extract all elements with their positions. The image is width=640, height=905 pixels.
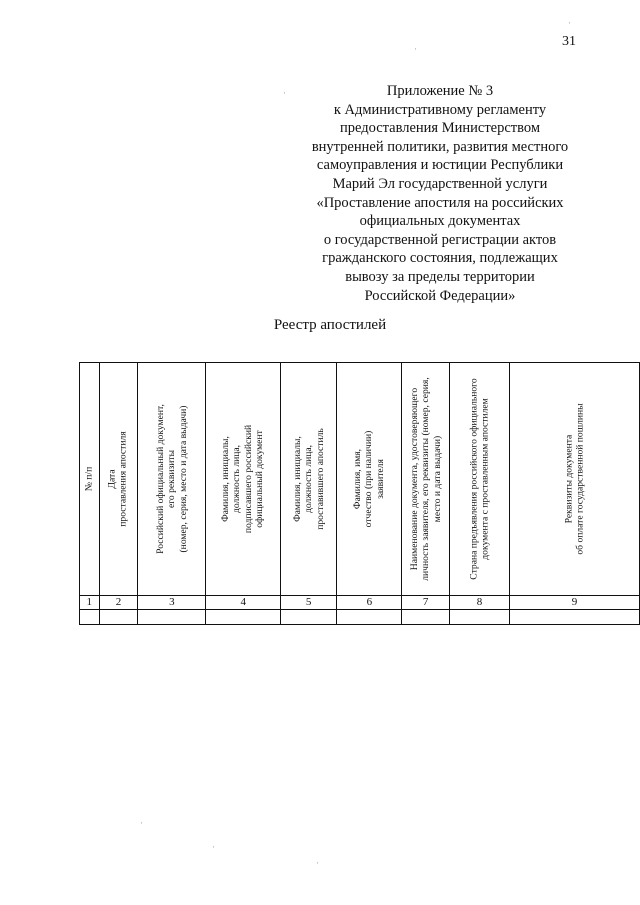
empty-cell <box>449 610 509 625</box>
header-line: подписавшего российский <box>243 424 255 534</box>
header-line: Наименование документа, удостоверяющего <box>408 387 420 571</box>
header-line: его реквизиты <box>166 449 178 509</box>
column-number: 3 <box>138 596 206 610</box>
header-line: Страна предъявления российского официального <box>468 378 480 580</box>
empty-cell <box>281 610 337 625</box>
header-cell-official <box>281 363 337 596</box>
empty-cell <box>206 610 281 625</box>
column-number: 6 <box>337 596 402 610</box>
column-number: 8 <box>449 596 509 610</box>
apostille-registry-table <box>79 362 640 625</box>
header-line: заявителя <box>375 459 387 499</box>
column-number: 7 <box>402 596 450 610</box>
header-cell-applicant <box>337 363 402 596</box>
header-line: Фамилия, инициалы, <box>291 436 303 522</box>
header-cell-date <box>99 363 138 596</box>
empty-cell <box>99 610 138 625</box>
page-number: 31 <box>562 34 576 49</box>
scan-speck: · <box>283 88 286 98</box>
header-cell-signer <box>206 363 281 596</box>
empty-cell <box>402 610 450 625</box>
header-line: Фамилия, инициалы, <box>220 436 232 522</box>
header-line: об оплате государственной пошлины <box>574 403 586 555</box>
appendix-line: «Проставление апостиля на российских <box>316 194 564 211</box>
column-number: 5 <box>281 596 337 610</box>
header-cell-identity-document <box>402 363 450 596</box>
appendix-line: Приложение № 3 <box>386 83 494 99</box>
header-line: должность лица, <box>231 444 243 514</box>
column-number: 4 <box>206 596 281 610</box>
table-header-row <box>80 363 640 596</box>
empty-cell <box>337 610 402 625</box>
appendix-line: самоуправления и юстиции Республики <box>316 157 564 174</box>
header-line: Реквизиты документа <box>563 434 575 524</box>
header-line: Фамилия, имя, <box>352 448 364 510</box>
appendix-line: Российской Федерации» <box>364 287 516 304</box>
header-line: Дата <box>107 469 119 489</box>
appendix-line: к Административному регламенту <box>333 101 547 118</box>
header-line: проставившего апостиль <box>314 428 326 530</box>
header-line: официальный документ <box>254 430 266 528</box>
header-cell-fee-payment <box>510 363 640 596</box>
empty-entry-row <box>80 610 640 625</box>
appendix-line: о государственной регистрации актов <box>323 231 557 248</box>
column-number: 2 <box>99 596 138 610</box>
column-number-row <box>80 596 640 610</box>
appendix-header <box>290 82 590 305</box>
column-number: 9 <box>510 596 640 610</box>
scan-speck: · <box>140 818 143 828</box>
empty-cell <box>510 610 640 625</box>
header-cell-country <box>449 363 509 596</box>
header-line: № п/п <box>83 466 95 492</box>
header-line: (номер, серия, место и дата выдачи) <box>177 405 189 553</box>
scan-speck: · <box>568 18 571 28</box>
appendix-line: внутренней политики, развития местного <box>311 138 569 155</box>
header-line: отчество (при наличии) <box>363 430 375 528</box>
registry-title: Реестр апостилей <box>273 317 387 333</box>
header-line: личность заявителя, его реквизиты (номер, серия, <box>419 377 431 581</box>
empty-cell <box>138 610 206 625</box>
header-line: место и дата выдачи) <box>431 435 443 523</box>
scan-speck: · <box>316 858 319 868</box>
header-line: проставления апостиля <box>118 431 130 527</box>
header-cell-number <box>80 363 100 596</box>
scan-speck: · <box>414 44 417 54</box>
appendix-line: гражданского состояния, подлежащих <box>322 250 558 267</box>
header-line: должность лица, <box>302 444 314 514</box>
header-line: документа с проставленным апостилем <box>479 398 491 560</box>
appendix-line: официальных документах <box>359 213 521 230</box>
appendix-line: Марий Эл государственной услуги <box>332 175 548 192</box>
appendix-line: вывозу за пределы территории <box>345 268 535 285</box>
header-cell-document <box>138 363 206 596</box>
scan-speck: · <box>212 842 215 852</box>
empty-cell <box>80 610 100 625</box>
appendix-line: предоставления Министерством <box>339 120 541 137</box>
column-number: 1 <box>80 596 100 610</box>
header-line: Российский официальный документ, <box>154 404 166 554</box>
